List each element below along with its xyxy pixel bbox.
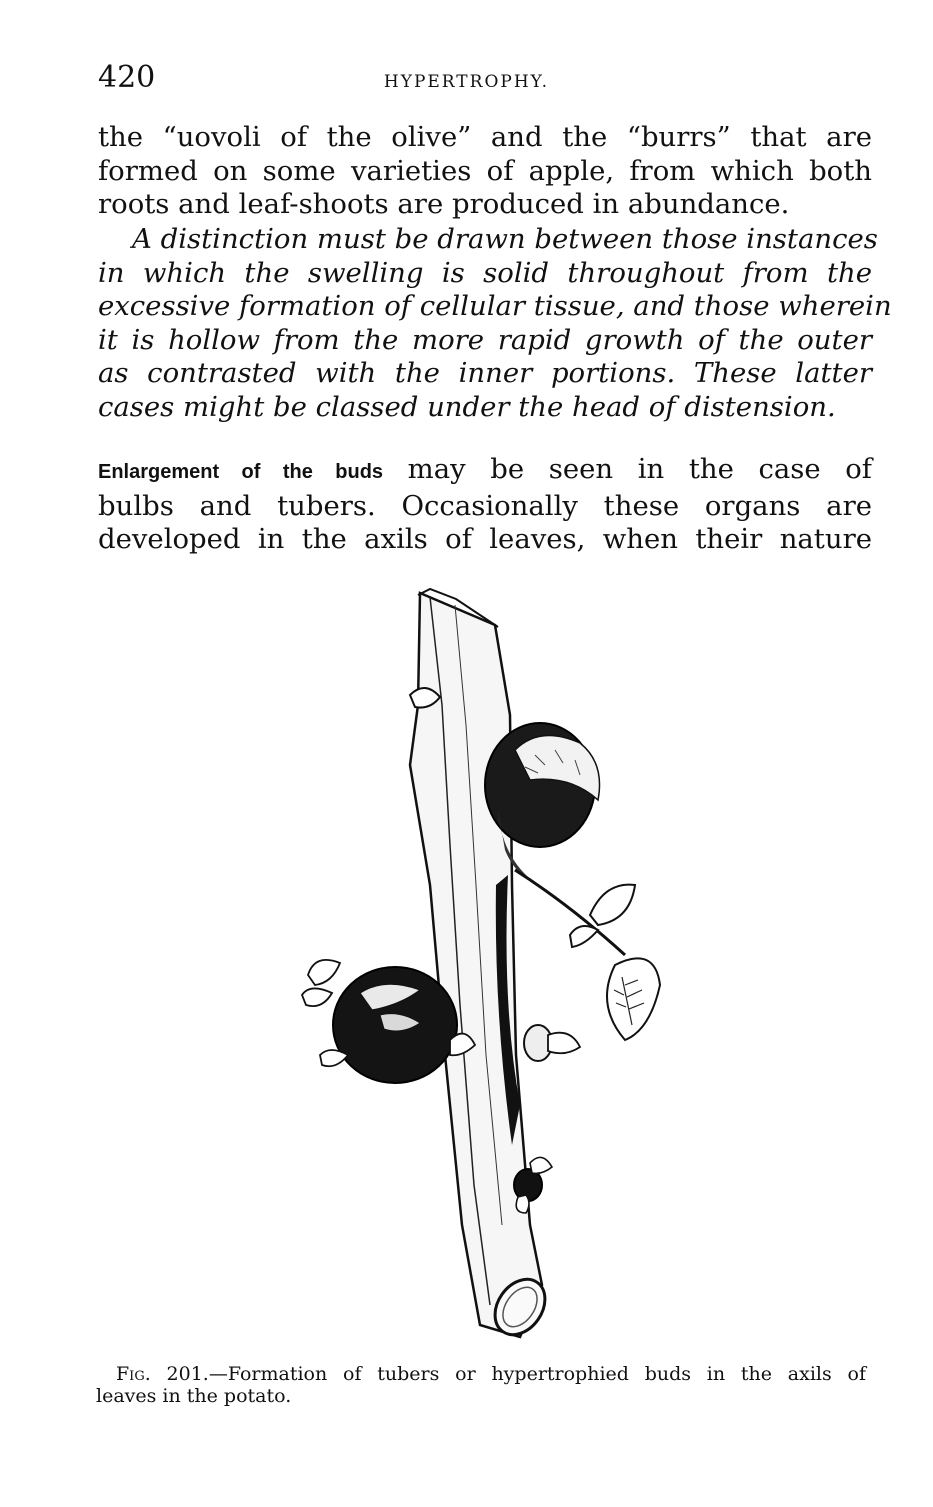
page-number: 420	[98, 60, 156, 95]
caption-text: —Formation of tubers or hypertrophied buds in the axils of	[208, 1363, 866, 1385]
figure-caption	[96, 1363, 866, 1407]
text-line: it is hollow from the more rapid growth of the outer	[98, 323, 872, 356]
figure-potato-stem-illustration	[280, 585, 680, 1345]
paragraph-2	[98, 223, 892, 424]
paragraph-1	[98, 121, 872, 222]
leaf	[590, 885, 635, 925]
text-line: bulbs and tubers. Occasionally these organs are	[98, 489, 872, 522]
potato-stem-engraving	[280, 585, 680, 1345]
text-line: A distinction must be drawn between those instances	[132, 223, 878, 255]
caption-line	[96, 1363, 866, 1385]
leaf	[607, 958, 660, 1040]
text-line: as contrasted with the inner portions. These latter	[98, 357, 872, 389]
text-line: roots and leaf-shoots are produced in abundance.	[98, 188, 790, 220]
leaf	[320, 1050, 348, 1066]
text-line: formed on some varieties of apple, from which both	[98, 154, 872, 187]
text-line: excessive formation of cellular tissue, and those wherein	[98, 290, 892, 322]
run-in-continuation: may be seen in the case of	[383, 453, 872, 485]
figure-label: Fig. 201.	[116, 1363, 209, 1385]
run-in-heading: Enlargement of the buds	[98, 461, 384, 483]
caption-line: leaves in the potato.	[96, 1385, 292, 1407]
leaf	[570, 926, 598, 947]
text-line: in which the swelling is solid throughout from the	[98, 256, 872, 289]
text-line: the “uovoli of the olive” and the “burrs” that are	[98, 121, 872, 153]
paragraph-3	[98, 453, 872, 557]
leaf	[308, 960, 340, 985]
running-head: HYPERTROPHY.	[383, 72, 550, 92]
small-bud	[524, 1025, 580, 1061]
text-line: cases might be classed under the head of distension.	[98, 390, 836, 423]
text-line: developed in the axils of leaves, when their nature	[98, 523, 872, 555]
text-line-with-run-in	[98, 453, 872, 490]
leaf	[302, 988, 332, 1006]
